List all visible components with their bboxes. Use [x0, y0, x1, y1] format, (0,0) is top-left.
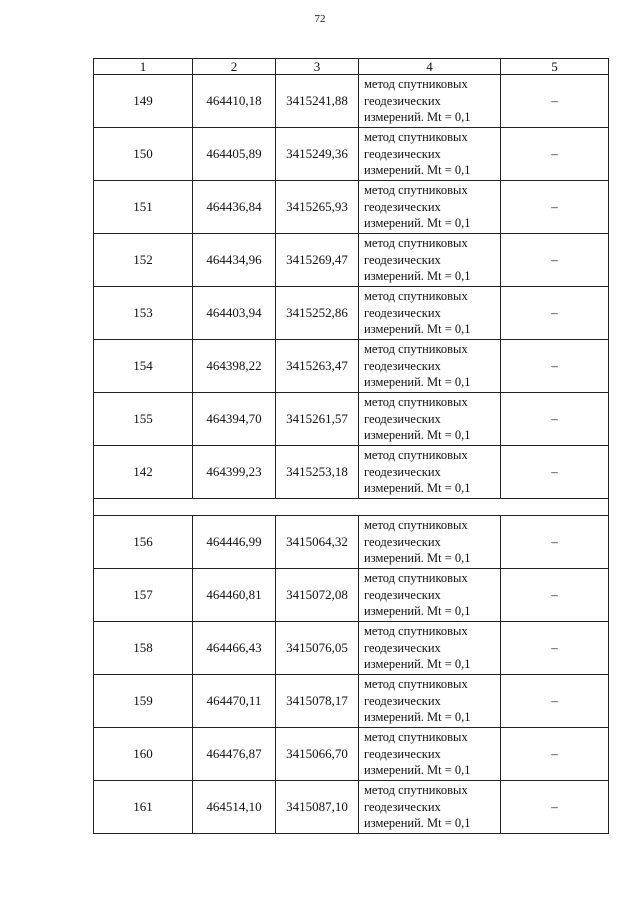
y-coordinate-cell: 3415066,70 — [276, 728, 359, 781]
y-coordinate-cell: 3415261,57 — [276, 393, 359, 446]
method-text-line: метод спутниковых — [364, 130, 468, 145]
x-coordinate-cell: 464436,84 — [193, 181, 276, 234]
point-number-cell: 160 — [94, 728, 193, 781]
x-coordinate-cell: 464470,11 — [193, 675, 276, 728]
table-row — [94, 287, 609, 340]
method-text-line: метод спутниковых — [364, 77, 468, 92]
method-text-line: метод спутниковых — [364, 448, 468, 463]
note-cell: – — [501, 516, 609, 569]
method-text-line: геодезических — [364, 693, 441, 708]
method-text-line: измерений. Mt = 0,1 — [364, 269, 471, 284]
column-header: 4 — [359, 59, 501, 75]
point-number-cell: 153 — [94, 287, 193, 340]
point-number-cell: 142 — [94, 446, 193, 499]
method-text-line: геодезических — [364, 305, 441, 320]
x-coordinate-cell: 464398,22 — [193, 340, 276, 393]
table-row — [94, 516, 609, 569]
x-coordinate-cell: 464514,10 — [193, 781, 276, 834]
table-row — [94, 446, 609, 499]
method-text-line: геодезических — [364, 411, 441, 426]
y-coordinate-cell: 3415241,88 — [276, 75, 359, 128]
table-row — [94, 781, 609, 834]
x-coordinate-cell: 464394,70 — [193, 393, 276, 446]
point-number-cell: 151 — [94, 181, 193, 234]
method-text-line: измерений. Mt = 0,1 — [364, 657, 471, 672]
x-coordinate-cell: 464476,87 — [193, 728, 276, 781]
y-coordinate-cell: 3415269,47 — [276, 234, 359, 287]
method-text-line: геодезических — [364, 252, 441, 267]
table-row — [94, 622, 609, 675]
table-row — [94, 393, 609, 446]
point-number-cell: 161 — [94, 781, 193, 834]
x-coordinate-cell: 464410,18 — [193, 75, 276, 128]
method-text-line: геодезических — [364, 93, 441, 108]
point-number-cell: 156 — [94, 516, 193, 569]
point-number-cell: 159 — [94, 675, 193, 728]
method-text-line: геодезических — [364, 464, 441, 479]
method-text-line: измерений. Mt = 0,1 — [364, 216, 471, 231]
method-cell — [359, 287, 501, 340]
y-coordinate-cell: 3415265,93 — [276, 181, 359, 234]
table-row — [94, 181, 609, 234]
x-coordinate-cell: 464399,23 — [193, 446, 276, 499]
method-text-line: геодезических — [364, 199, 441, 214]
method-text-line: измерений. Mt = 0,1 — [364, 710, 471, 725]
note-cell: – — [501, 781, 609, 834]
method-cell — [359, 75, 501, 128]
table-body — [94, 75, 609, 834]
header-row — [94, 59, 609, 75]
column-header: 1 — [94, 59, 193, 75]
y-coordinate-cell: 3415087,10 — [276, 781, 359, 834]
note-cell: – — [501, 393, 609, 446]
table-row — [94, 234, 609, 287]
point-number-cell: 154 — [94, 340, 193, 393]
x-coordinate-cell: 464466,43 — [193, 622, 276, 675]
method-cell — [359, 781, 501, 834]
table-row — [94, 75, 609, 128]
method-cell — [359, 516, 501, 569]
method-text-line: измерений. Mt = 0,1 — [364, 322, 471, 337]
table-row — [94, 340, 609, 393]
point-number-cell: 157 — [94, 569, 193, 622]
y-coordinate-cell: 3415252,86 — [276, 287, 359, 340]
note-cell: – — [501, 622, 609, 675]
coordinates-table — [93, 58, 609, 834]
method-cell — [359, 340, 501, 393]
method-text-line: метод спутниковых — [364, 289, 468, 304]
note-cell: – — [501, 181, 609, 234]
separator-cell — [94, 499, 609, 516]
section-separator-row — [94, 499, 609, 516]
method-cell — [359, 234, 501, 287]
method-text-line: геодезических — [364, 146, 441, 161]
y-coordinate-cell: 3415072,08 — [276, 569, 359, 622]
note-cell: – — [501, 675, 609, 728]
point-number-cell: 155 — [94, 393, 193, 446]
method-text-line: метод спутниковых — [364, 395, 468, 410]
note-cell: – — [501, 446, 609, 499]
y-coordinate-cell: 3415076,05 — [276, 622, 359, 675]
method-text-line: измерений. Mt = 0,1 — [364, 551, 471, 566]
table-row — [94, 128, 609, 181]
point-number-cell: 150 — [94, 128, 193, 181]
table-row — [94, 675, 609, 728]
y-coordinate-cell: 3415078,17 — [276, 675, 359, 728]
table-row — [94, 569, 609, 622]
method-cell — [359, 622, 501, 675]
method-text-line: геодезических — [364, 358, 441, 373]
method-text-line: геодезических — [364, 746, 441, 761]
x-coordinate-cell: 464405,89 — [193, 128, 276, 181]
y-coordinate-cell: 3415263,47 — [276, 340, 359, 393]
method-text-line: метод спутниковых — [364, 342, 468, 357]
x-coordinate-cell: 464460,81 — [193, 569, 276, 622]
method-text-line: метод спутниковых — [364, 677, 468, 692]
method-cell — [359, 393, 501, 446]
y-coordinate-cell: 3415064,32 — [276, 516, 359, 569]
note-cell: – — [501, 728, 609, 781]
method-text-line: измерений. Mt = 0,1 — [364, 375, 471, 390]
method-text-line: измерений. Mt = 0,1 — [364, 816, 471, 831]
x-coordinate-cell: 464434,96 — [193, 234, 276, 287]
x-coordinate-cell: 464403,94 — [193, 287, 276, 340]
method-text-line: измерений. Mt = 0,1 — [364, 481, 471, 496]
method-text-line: метод спутниковых — [364, 518, 468, 533]
note-cell: – — [501, 340, 609, 393]
method-text-line: измерений. Mt = 0,1 — [364, 763, 471, 778]
method-cell — [359, 675, 501, 728]
method-cell — [359, 128, 501, 181]
y-coordinate-cell: 3415249,36 — [276, 128, 359, 181]
method-text-line: геодезических — [364, 799, 441, 814]
table-row — [94, 728, 609, 781]
method-cell — [359, 569, 501, 622]
method-text-line: метод спутниковых — [364, 624, 468, 639]
page-number: 72 — [314, 13, 326, 25]
note-cell: – — [501, 287, 609, 340]
method-text-line: измерений. Mt = 0,1 — [364, 604, 471, 619]
method-text-line: метод спутниковых — [364, 783, 468, 798]
method-cell — [359, 728, 501, 781]
point-number-cell: 158 — [94, 622, 193, 675]
note-cell: – — [501, 234, 609, 287]
column-header: 2 — [193, 59, 276, 75]
x-coordinate-cell: 464446,99 — [193, 516, 276, 569]
column-header: 3 — [276, 59, 359, 75]
note-cell: – — [501, 569, 609, 622]
point-number-cell: 152 — [94, 234, 193, 287]
method-text-line: геодезических — [364, 587, 441, 602]
method-text-line: метод спутниковых — [364, 183, 468, 198]
method-text-line: измерений. Mt = 0,1 — [364, 428, 471, 443]
y-coordinate-cell: 3415253,18 — [276, 446, 359, 499]
method-text-line: измерений. Mt = 0,1 — [364, 110, 471, 125]
note-cell: – — [501, 128, 609, 181]
column-header: 5 — [501, 59, 609, 75]
method-text-line: измерений. Mt = 0,1 — [364, 163, 471, 178]
method-text-line: геодезических — [364, 640, 441, 655]
method-cell — [359, 446, 501, 499]
method-text-line: метод спутниковых — [364, 730, 468, 745]
note-cell: – — [501, 75, 609, 128]
method-text-line: геодезических — [364, 534, 441, 549]
point-number-cell: 149 — [94, 75, 193, 128]
method-text-line: метод спутниковых — [364, 571, 468, 586]
method-text-line: метод спутниковых — [364, 236, 468, 251]
method-cell — [359, 181, 501, 234]
